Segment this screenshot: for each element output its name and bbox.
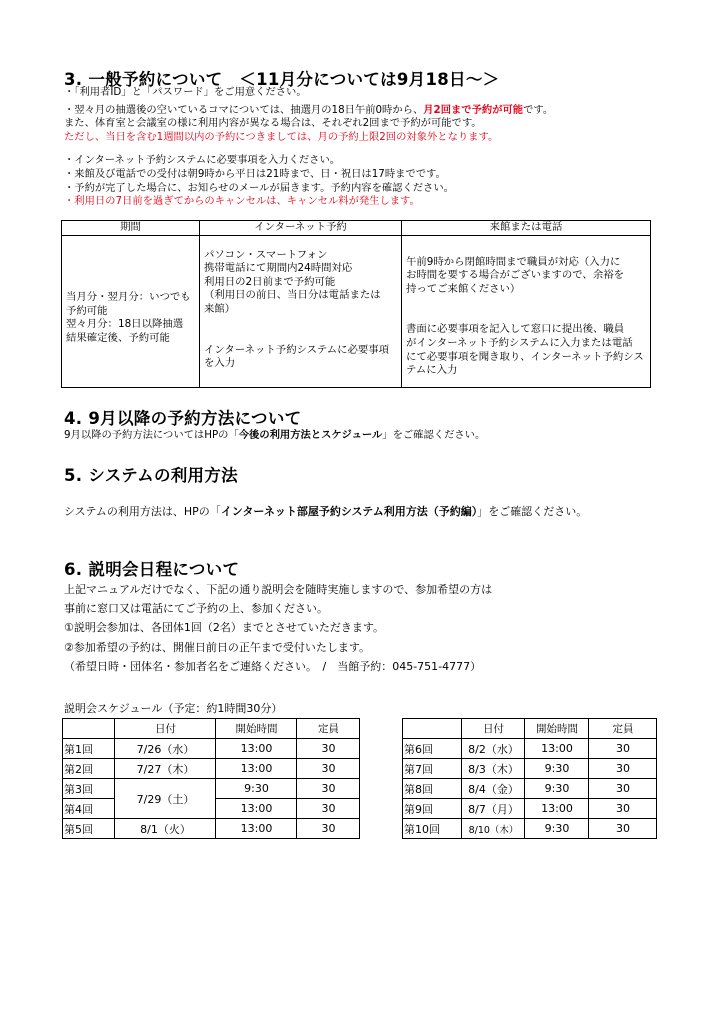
schedule-caption: 説明会スケジュール（予定：約1時間30分） xyxy=(64,702,283,715)
period-text xyxy=(66,277,195,345)
section4-text-a: 9月以降の予約方法についてはHPの「 xyxy=(64,429,239,441)
section6-line: 上記マニュアルだけでなく、下記の通り説明会を随時実施しますので、参加希望の方は xyxy=(64,583,493,596)
header-time: 開始時間 xyxy=(525,719,589,739)
session-date: 8/4（金） xyxy=(462,779,525,799)
session-capacity: 30 xyxy=(589,739,657,759)
session-capacity: 30 xyxy=(589,779,657,799)
table-row xyxy=(63,779,360,799)
section3-line7: ・予約が完了した場合に、お知らせのメールが届きます。予約内容を確認ください。 xyxy=(64,181,454,194)
internet-line: パソコン・スマートフォン xyxy=(204,248,328,261)
session-label: 第5回 xyxy=(63,819,115,839)
section6-body xyxy=(64,580,492,676)
section6-line: 事前に窓口又は電話にてご予約の上、参加ください。 xyxy=(64,602,328,616)
section5-link-text: インターネット部屋予約システム利用方法（予約編） xyxy=(220,505,478,518)
section3-heading: 3. 一般予約について ＜11月分については9月18日～＞ xyxy=(64,70,500,89)
table-row xyxy=(403,799,657,819)
schedule-table-left xyxy=(62,718,360,839)
schedule-header-row xyxy=(403,719,657,739)
header-visit: 来館または電話 xyxy=(402,221,651,236)
table-row xyxy=(403,819,657,839)
session-date: 8/1（火） xyxy=(115,819,216,839)
session-label: 第8回 xyxy=(403,779,462,799)
period-line: 当月分・翌月分：いつでも xyxy=(66,290,191,303)
session-time: 13:00 xyxy=(525,799,589,819)
session-time: 13:00 xyxy=(216,819,297,839)
session-label: 第1回 xyxy=(63,739,115,759)
header-date: 日付 xyxy=(115,719,216,739)
section5-text-a: システムの利用方法は、HPの「 xyxy=(64,505,221,518)
session-date: 7/26（水） xyxy=(115,739,216,759)
session-capacity: 30 xyxy=(297,759,360,779)
section3-line5: ・インターネット予約システムに必要事項を入力ください。 xyxy=(64,154,341,167)
header-internet: インターネット予約 xyxy=(200,221,402,236)
session-time: 13:00 xyxy=(216,759,297,779)
internet-line: 携帯電話にて期間内24時間対応 xyxy=(204,262,353,275)
session-label: 第10回 xyxy=(403,819,462,839)
section3-line1: ・「利用者ID」と「パスワード」をご用意ください。 xyxy=(64,86,307,98)
session-time: 9:30 xyxy=(525,759,589,779)
internet-top xyxy=(204,236,397,317)
session-time: 9:30 xyxy=(216,779,297,799)
section6-line: ②参加希望の予約は、開催日前日の正午まで受付いたします。 xyxy=(64,640,370,654)
header-time: 開始時間 xyxy=(216,719,297,739)
session-capacity: 30 xyxy=(589,819,657,839)
section3-body xyxy=(64,86,553,209)
session-time: 13:00 xyxy=(216,799,297,819)
section6-line: ①説明会参加は、各団体1回（2名）までとさせていただきます。 xyxy=(64,621,384,635)
table-row xyxy=(63,819,360,839)
section3-line3: また、体育室と会議室の様に利用内容が異なる場合は、それぞれ2回まで予約が可能です。 xyxy=(64,117,482,130)
section3-line8: ・利用日の7日前を過ぎてからのキャンセルは、キャンセル料が発生します。 xyxy=(64,195,420,208)
section4-text-b: 」をご確認ください。 xyxy=(382,429,486,441)
header-blank xyxy=(403,719,462,739)
period-line: 翌々月分：18日以降抽選 xyxy=(66,318,184,331)
section3-line2-text: ・翌々月の抽選後の空いているコマについては、抽選月の18日午前0時から、 xyxy=(64,103,424,116)
header-period: 期間 xyxy=(62,221,200,236)
session-capacity: 30 xyxy=(297,739,360,759)
header-capacity: 定員 xyxy=(297,719,360,739)
session-capacity: 30 xyxy=(297,799,360,819)
table-row xyxy=(63,759,360,779)
section5-text-b: 」をご確認ください。 xyxy=(477,505,588,518)
session-date: 8/10（木） xyxy=(462,819,525,839)
section6-line: （希望日時・団体名・参加者名をご連絡ください。 / 当館予約：045-751-4777） xyxy=(64,659,482,673)
session-time: 13:00 xyxy=(216,739,297,759)
header-date: 日付 xyxy=(462,719,525,739)
section3-line2-end: です。 xyxy=(523,103,554,116)
section3-line4: ただし、当日を含む1週間以内の予約につきましては、月の予約上限2回の対象外となります。 xyxy=(64,130,499,143)
section5-heading: 5. システムの利用方法 xyxy=(64,466,238,485)
visit-line: にて必要事項を聞き取り、インターネット予約シス xyxy=(406,350,644,363)
session-time: 9:30 xyxy=(525,819,589,839)
visit-top xyxy=(406,236,646,297)
visit-line: テムに入力 xyxy=(406,364,458,377)
visit-line: お時間を要する場合がございますので、余裕を xyxy=(406,269,624,282)
session-date: 7/27（木） xyxy=(115,759,216,779)
period-line: 結果確定後、予約可能 xyxy=(66,331,170,344)
table-row xyxy=(63,739,360,759)
section6-heading: 6. 説明会日程について xyxy=(64,560,240,579)
table-row xyxy=(403,739,657,759)
section3-line2 xyxy=(64,104,553,118)
session-capacity: 30 xyxy=(589,799,657,819)
session-label: 第6回 xyxy=(403,739,462,759)
session-time: 13:00 xyxy=(525,739,589,759)
reservation-table xyxy=(61,220,651,388)
section4-link-text: 今後の利用方法とスケジュール xyxy=(238,429,383,441)
session-label: 第9回 xyxy=(403,799,462,819)
internet-bottom xyxy=(204,344,397,371)
session-capacity: 30 xyxy=(589,759,657,779)
section3-line2-highlight: 月2回まで予約が可能 xyxy=(423,103,524,116)
section4-text xyxy=(64,429,485,443)
visit-line: 午前9時から閉館時間まで職員が対応（入力に xyxy=(406,255,621,268)
visit-line: がインターネット予約システムに入力または電話 xyxy=(406,336,633,349)
session-label: 第3回 xyxy=(63,779,115,799)
session-label: 第2回 xyxy=(63,759,115,779)
section5-text xyxy=(64,503,587,519)
header-capacity: 定員 xyxy=(589,719,657,739)
table-row xyxy=(403,759,657,779)
visit-line: 書面に必要事項を記入して窓口に提出後、職員 xyxy=(406,323,625,336)
reservation-table-header xyxy=(62,221,651,236)
internet-line: インターネット予約システムに必要事項 xyxy=(204,343,390,356)
cell-visit xyxy=(402,235,651,387)
visit-bottom xyxy=(406,323,646,377)
session-capacity: 30 xyxy=(297,779,360,799)
internet-line: 利用日の2日前まで予約可能 xyxy=(204,275,336,288)
table-row xyxy=(403,779,657,799)
reservation-table-row xyxy=(62,235,651,387)
session-capacity: 30 xyxy=(297,819,360,839)
schedule-table-right xyxy=(402,718,657,839)
session-date: 8/7（月） xyxy=(462,799,525,819)
schedule-header-row xyxy=(63,719,360,739)
internet-line: （利用日の前日、当日分は電話または xyxy=(204,289,381,302)
session-label: 第7回 xyxy=(403,759,462,779)
internet-line: 来館） xyxy=(204,302,236,315)
session-time: 9:30 xyxy=(525,779,589,799)
section3-line6: ・来館及び電話での受付は朝9時から平日は21時まで、日・祝日は17時までです。 xyxy=(64,167,446,180)
session-date: 7/29（土） xyxy=(115,779,216,819)
section4-heading: 4. 9月以降の予約方法について xyxy=(64,409,302,428)
cell-internet xyxy=(200,235,402,387)
session-date: 8/3（木） xyxy=(462,759,525,779)
cell-period xyxy=(62,235,200,387)
session-label: 第4回 xyxy=(63,799,115,819)
header-blank xyxy=(63,719,115,739)
period-line: 予約可能 xyxy=(66,304,108,317)
visit-line: 持ってご来館ください） xyxy=(406,282,521,295)
internet-line: を入力 xyxy=(204,357,236,370)
session-date: 8/2（水） xyxy=(462,739,525,759)
